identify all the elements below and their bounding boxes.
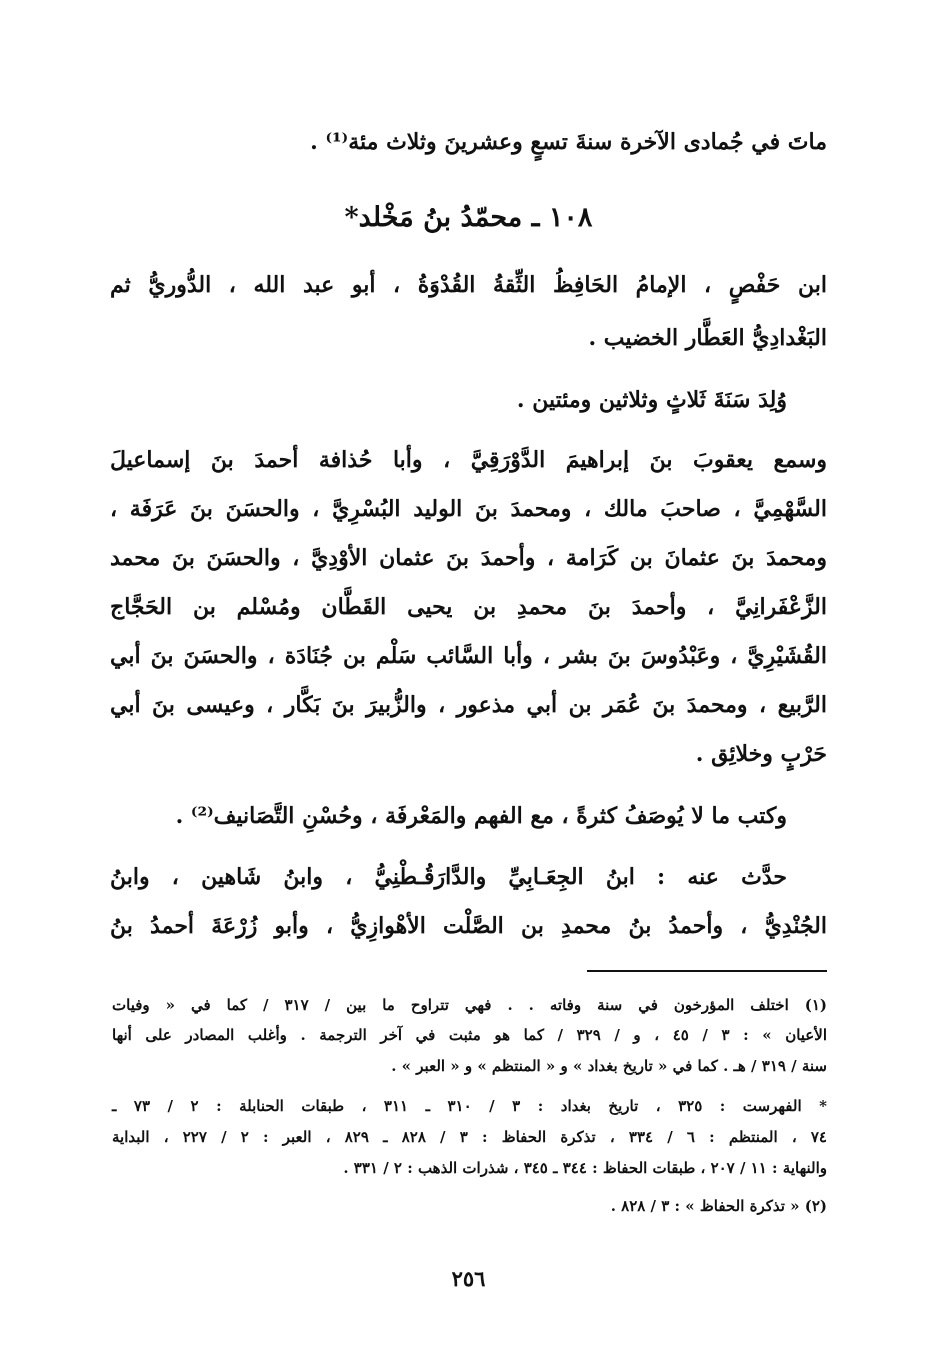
paragraph-2-line-1: وُلِدَ سَنَةَ ثَلاثٍ وثلاثين ومئتين . xyxy=(516,387,787,413)
paragraph-5-line-2: الجُنْدِيُّ ، وأحمدُ بنُ محمدِ بن الصَّلْت الأهْوازِيُّ ، وأبو زُرْعَةَ أحمدُ بنُ xyxy=(110,913,827,939)
sources-note-line-3: والنهاية : ١١ / ٢٠٧ ، طبقات الحفاظ : ٣٤٤ ـ ٣٤٥ ، شذرات الذهب : ٢ / ٣٣١ . xyxy=(343,1159,827,1177)
footnote-1-line-2: الأعيان » : ٣ / ٤٥ ، و / ٣٢٩ / كما هو مثبت في آخر الترجمة . وأغلب المصادر على أنها xyxy=(112,1026,827,1044)
page-number: ٢٥٦ xyxy=(451,1266,486,1291)
previous-entry-death-line: ماتَ في جُمادى الآخرة سنةَ تسعٍ وعشرينَ وثلاث مئة⁽¹⁾ . xyxy=(310,129,827,155)
paragraph-1-line-2: البَغْدادِيُّ العَطَّار الخضيب . xyxy=(588,325,827,351)
paragraph-3-line-2: السَّهْمِيَّ ، صاحبَ مالك ، ومحمدَ بنَ الوليد البُسْرِيَّ ، والحسَنَ بنَ عَرَفَة ، xyxy=(110,496,827,522)
paragraph-3-line-3: ومحمدَ بنَ عثمانَ بن كَرَامة ، وأحمدَ بنَ عثمان الأوْدِيَّ ، والحسَنَ بنَ محمد xyxy=(110,545,827,571)
paragraph-4-line-1: وكتب ما لا يُوصَفُ كثرةً ، مع الفهم والمَعْرفَة ، وحُسْنِ التَّصَانيف⁽²⁾ . xyxy=(175,803,787,829)
paragraph-3-line-5: القُشَيْرِيَّ ، وعَبْدُوسَ بنَ بشر ، وأبا السَّائب سَلْم بن جُنَادَة ، والحسَنَ بنَ أبي xyxy=(110,643,827,669)
sources-note-line-1: * الفهرست : ٣٢٥ ، تاريخ بغداد : ٣ / ٣١٠ ـ ٣١١ ، طبقات الحنابلة : ٢ / ٧٣ ـ xyxy=(112,1097,827,1115)
sources-note-line-2: ٧٤ ، المنتظم : ٦ / ٣٣٤ ، تذكرة الحفاظ : ٣ / ٨٢٨ ـ ٨٢٩ ، العبر : ٢ / ٢٢٧ ، البداية xyxy=(112,1128,827,1146)
footnote-separator xyxy=(587,970,827,972)
footnote-1-line-3: سنة / ٣١٩ / هـ . كما في « تاريخ بغداد » و « المنتظم » و « العبر » . xyxy=(391,1057,827,1075)
paragraph-3-line-6: الرَّبيع ، ومحمدَ بنَ عُمَر بن أبي مذعور ، والزُّبيرَ بنَ بَكَّار ، وعيسى بنَ أبي xyxy=(110,692,827,718)
entry-heading: ١٠٨ ـ محمّدُ بنُ مَخْلد* xyxy=(344,202,593,233)
paragraph-3-line-7: حَرْبٍ وخلائِق . xyxy=(695,741,827,767)
paragraph-3-line-4: الزَّعْفَرانِيَّ ، وأحمدَ بنَ محمدِ بن يحيى القَطَّان ومُسْلم بن الحَجَّاج xyxy=(110,594,827,620)
paragraph-1-line-1: ابن حَفْصٍ ، الإمامُ الحَافِظُ الثِّقةُ القُدْوَةُ ، أبو عبد الله ، الدُّوريُّ ثم xyxy=(110,272,827,298)
paragraph-3-line-1: وسمع يعقوبَ بنَ إبراهيمَ الدَّوْرَقِيَّ ، وأبا حُذافة أحمدَ بنَ إسماعيلَ xyxy=(110,447,827,473)
footnote-2-line-1: (٢) « تذكرة الحفاظ » : ٣ / ٨٢٨ . xyxy=(610,1197,827,1215)
footnote-1-line-1: (١) اختلف المؤرخون في سنة وفاته . . فهي تتراوح ما بين / ٣١٧ / كما في « وفيات xyxy=(112,996,828,1014)
paragraph-5-line-1: حدَّث عنه : ابنُ الجِعَـابِيِّ والدَّارَقُـطْنِيُّ ، وابنُ شَاهين ، وابنُ xyxy=(110,864,787,890)
